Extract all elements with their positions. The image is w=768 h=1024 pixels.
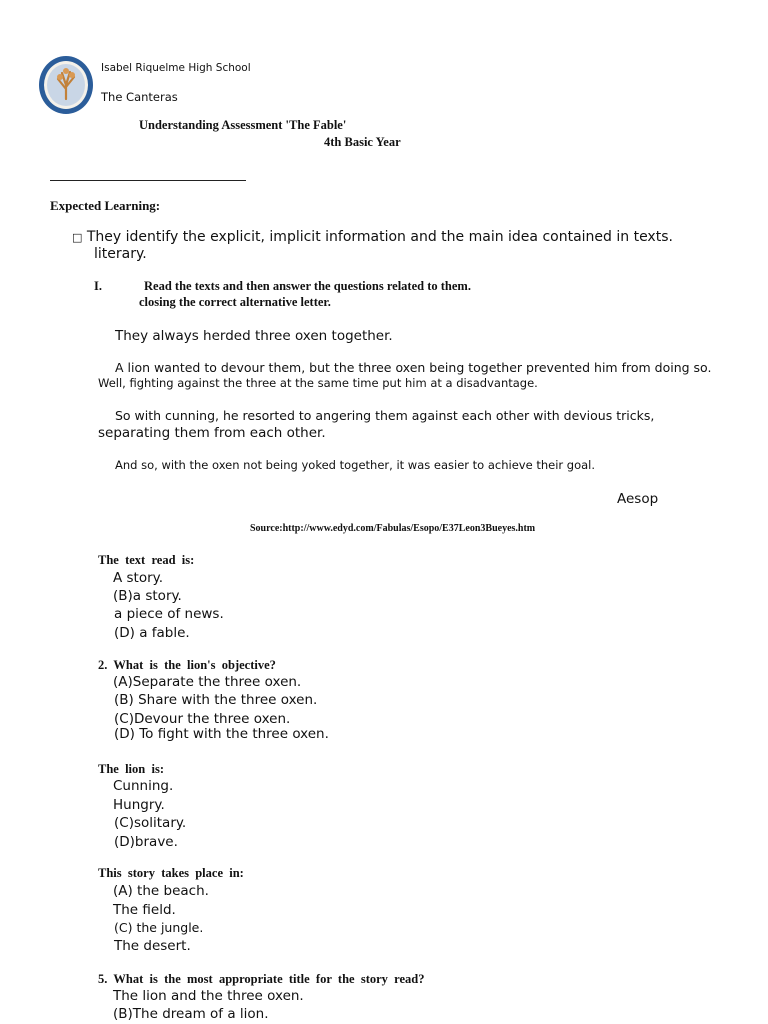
fable-source: Source:http://www.edyd.com/Fabulas/Esopo/E37Leon3Bueyes.htm [250, 523, 536, 534]
q2-option-a: (A)Separate the three oxen. [113, 674, 302, 690]
fable-paragraph-4: And so, with the oxen not being yoked together, it was easier to achieve their goal. [115, 458, 596, 472]
q3-option-d: (D)brave. [114, 834, 178, 850]
name-line [50, 180, 246, 181]
question-4: This story takes place in: [98, 866, 244, 880]
question-2: 2. What is the lion's objective? [98, 658, 276, 672]
q2-option-c: (C)Devour the three oxen. [114, 711, 291, 727]
expected-learning-text: They identify the explicit, implicit information and the main idea contained in texts. [86, 229, 673, 245]
q5-option-b: (B)The dream of a lion. [113, 1006, 269, 1022]
checkbox-bullet-icon: □ [72, 231, 83, 244]
fable-paragraph-3b: separating them from each other. [98, 425, 326, 441]
question-5: 5. What is the most appropriate title for the story read? [98, 972, 425, 986]
q2-option-b: (B) Share with the three oxen. [114, 692, 318, 708]
fable-author: Aesop [617, 491, 659, 507]
school-logo [38, 55, 94, 115]
expected-learning-item [72, 229, 673, 245]
grade-label: 4th Basic Year [324, 135, 401, 149]
campus-name: The Canteras [101, 90, 178, 104]
q4-option-b: The field. [113, 902, 176, 918]
fable-paragraph-2a: A lion wanted to devour them, but the three oxen being together prevented him from doing so. [115, 360, 712, 375]
expected-learning-text-cont: literary. [94, 246, 147, 262]
q3-option-c: (C)solitary. [114, 815, 187, 831]
q1-option-a: A story. [113, 570, 164, 586]
q2-option-d: (D) To fight with the three oxen. [114, 726, 329, 742]
q5-option-a: The lion and the three oxen. [113, 988, 304, 1004]
instructions-line-1: Read the texts and then answer the questions related to them. [144, 279, 471, 293]
expected-learning-heading: Expected Learning: [50, 198, 161, 213]
q1-option-d: (D) a fable. [114, 625, 190, 641]
q4-option-a: (A) the beach. [113, 883, 209, 899]
question-1: The text read is: [98, 553, 195, 567]
instructions-line-2: closing the correct alternative letter. [139, 295, 331, 309]
q1-option-c: a piece of news. [114, 606, 224, 622]
fable-paragraph-1: They always herded three oxen together. [115, 328, 393, 344]
assessment-title: Understanding Assessment 'The Fable' [139, 118, 347, 132]
fable-paragraph-2b: Well, fighting against the three at the same time put him at a disadvantage. [98, 376, 538, 390]
q3-option-b: Hungry. [113, 797, 165, 813]
fable-paragraph-3a: So with cunning, he resorted to angering them against each other with devious tricks, [115, 408, 655, 423]
question-3: The lion is: [98, 762, 164, 776]
q3-option-a: Cunning. [113, 778, 174, 794]
school-name: Isabel Riquelme High School [101, 62, 251, 74]
q1-option-b: (B)a story. [113, 588, 182, 604]
section-numeral: I. [94, 279, 102, 293]
q4-option-c: (C) the jungle. [114, 920, 204, 935]
q4-option-d: The desert. [114, 938, 191, 954]
